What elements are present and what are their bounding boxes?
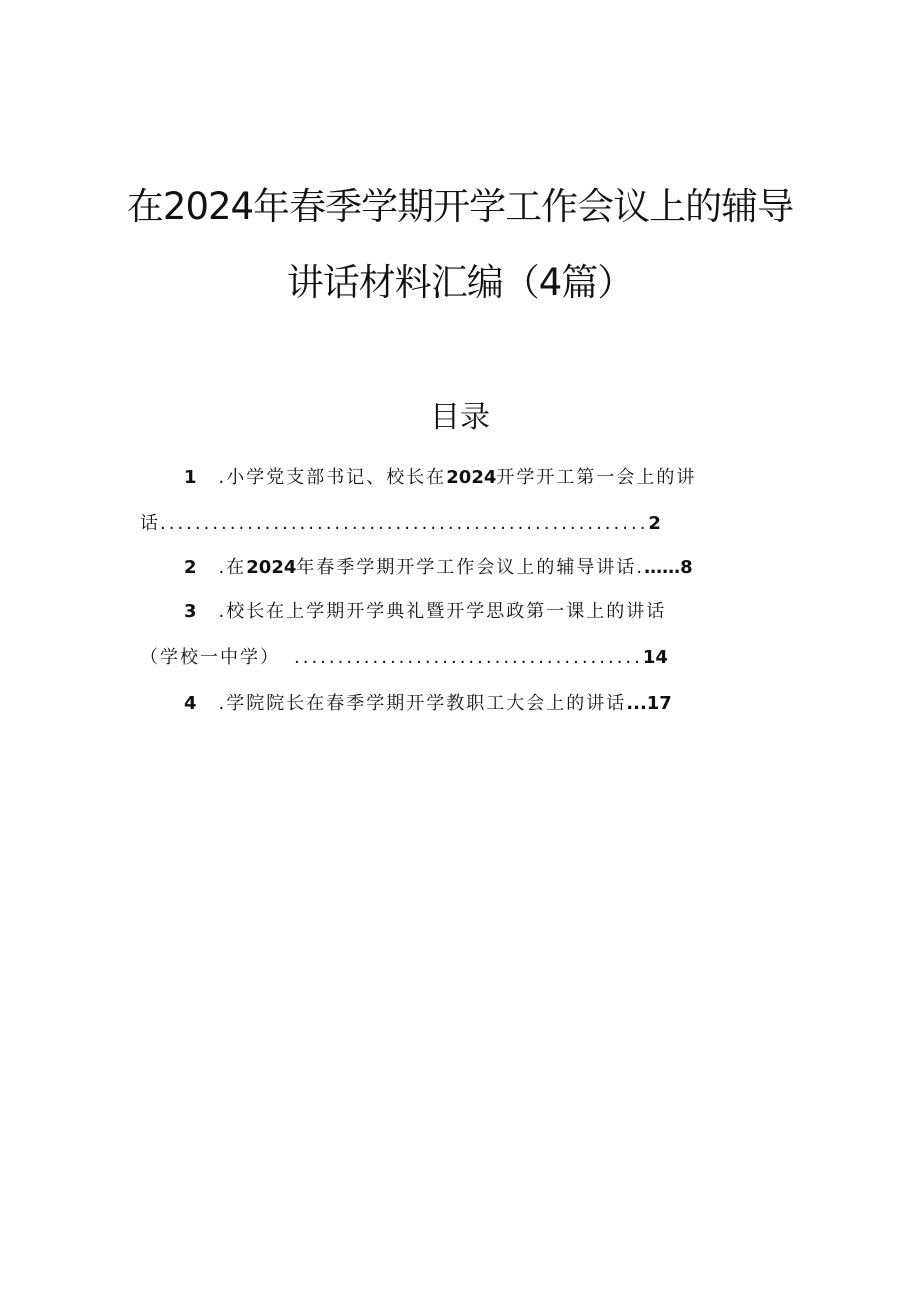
toc-item-text-continued: （学校一中学） <box>140 647 280 668</box>
toc-item-number: 2 <box>184 557 197 578</box>
toc-item-dot: . <box>218 693 227 714</box>
toc-page-number: 2 <box>648 513 661 534</box>
toc-item-text: 学院院长在春季学期开学教职工大会上的讲话 <box>226 693 627 714</box>
toc-item-number: 1 <box>184 467 197 488</box>
toc-page-number: 8 <box>680 557 693 578</box>
toc-item-number: 3 <box>184 601 197 622</box>
toc-leader-dots: …… <box>644 557 681 578</box>
toc-leader-dots: ........................................ <box>294 647 643 668</box>
toc-item-3-continuation[interactable] <box>140 646 668 670</box>
toc-leader-dots: ... <box>626 693 647 714</box>
toc-item-text-continued: 话 <box>140 513 160 534</box>
toc-leader-dots: ........................................................ <box>160 513 649 534</box>
toc-item-year: 2024 <box>246 557 297 578</box>
toc-item-dot: . <box>218 601 227 622</box>
toc-item-dot: . <box>218 467 227 488</box>
toc-item-text-rest: 开学开工第一会上的讲 <box>496 467 697 488</box>
toc-item-text: 校长在上学期开学典礼暨开学思政第一课上的讲话 <box>226 601 667 622</box>
toc-page-number: 17 <box>646 693 672 714</box>
toc-item-1-continuation[interactable] <box>140 512 661 536</box>
toc-page-number: 14 <box>642 647 668 668</box>
toc-heading: 目录 <box>430 400 490 435</box>
toc-item-number: 4 <box>184 693 197 714</box>
toc-item-1[interactable] <box>184 466 696 490</box>
toc-item-4[interactable] <box>184 692 672 716</box>
toc-item-dot: . <box>218 557 227 578</box>
document-title-line-1: 在2024年春季学期开学工作会议上的辅导 <box>126 185 794 228</box>
toc-item-text: 小学党支部书记、校长在 <box>226 467 447 488</box>
toc-item-text-rest: 年春季学期开学工作会议上的辅导讲话. <box>296 557 645 578</box>
toc-item-text: 在 <box>226 557 247 578</box>
toc-item-2[interactable] <box>184 556 693 580</box>
document-title-line-2: 讲话材料汇编（4篇） <box>286 261 634 304</box>
toc-item-year: 2024 <box>446 467 497 488</box>
toc-item-3[interactable] <box>184 600 666 624</box>
